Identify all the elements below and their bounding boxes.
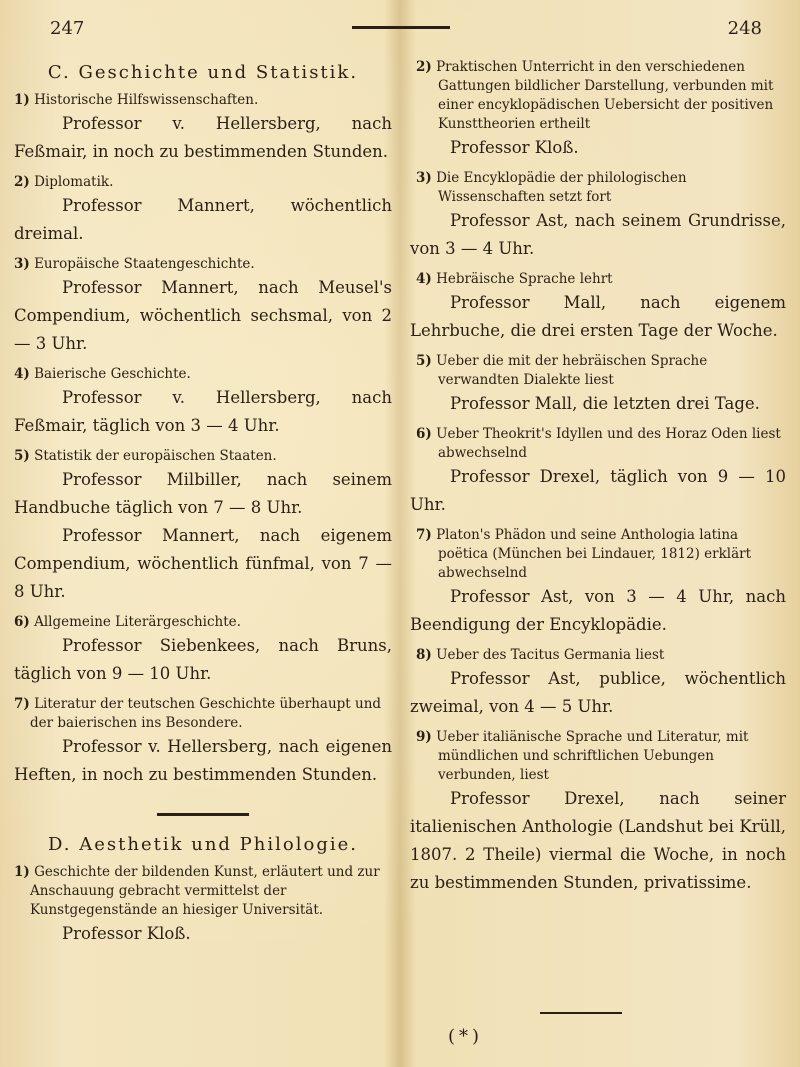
- entry-number: 7): [14, 696, 30, 712]
- course-entry: [14, 447, 392, 606]
- entry-title: Diplomatik.: [34, 174, 114, 190]
- course-entry: [14, 863, 392, 948]
- entry-text: Professor Siebenkees, nach Bruns, täglich von 9 — 10 Uhr.: [14, 636, 392, 683]
- entry-text: Professor v. Hellersberg, nach Feßmair, täglich von 3 — 4 Uhr.: [14, 388, 392, 435]
- entry-title: Historische Hilfswissenschaften.: [34, 92, 259, 108]
- entry-text: Professor Drexel, nach seiner italienischen Anthologie (Landshut bei Krüll, 1807. 2 Theile) viermal die Woche, in noch zu bestimmenden Stunden, privatissime.: [410, 789, 786, 892]
- footer-rule: [540, 1012, 622, 1014]
- entry-text: Professor Drexel, täglich von 9 — 10 Uhr.: [410, 467, 786, 514]
- entry-title: Literatur der teutschen Geschichte überhaupt und der baierischen ins Besondere.: [30, 696, 382, 731]
- entry-title: Ueber italiänische Sprache und Literatur, mit mündlichen und schriftlichen Uebungen verbunden, liest: [436, 729, 749, 783]
- course-entry: [14, 173, 392, 248]
- course-entry: [14, 695, 392, 789]
- entry-number: 2): [14, 174, 30, 190]
- entry-text: Professor v. Hellersberg, nach Feßmair, in noch zu bestimmenden Stunden.: [14, 114, 392, 161]
- entry-number: 1): [14, 864, 30, 880]
- entry-number: 5): [14, 448, 30, 464]
- course-entry: [410, 270, 786, 345]
- entry-title: Geschichte der bildenden Kunst, erläutert und zur Anschauung gebracht vermittelst der Kunstgegenstände an hiesiger Universität.: [30, 864, 380, 918]
- entry-title: Baierische Geschichte.: [34, 366, 191, 382]
- section-divider: [157, 813, 249, 816]
- entry-text: Professor Ast, nach seinem Grundrisse, von 3 — 4 Uhr.: [410, 211, 786, 258]
- entry-title: Praktischen Unterricht in den verschiedenen Gattungen bildlicher Darstellung, verbunden mit einer encyklopädischen Uebersicht der positiven Kunsttheorien ertheilt: [436, 59, 774, 132]
- course-entry: [410, 352, 786, 418]
- signature-mark: (*): [448, 1026, 484, 1047]
- entry-number: 9): [416, 729, 432, 745]
- entry-text: Professor Milbiller, nach seinem Handbuche täglich von 7 — 8 Uhr.: [14, 470, 392, 517]
- entry-number: 3): [14, 256, 30, 272]
- entry-number: 1): [14, 92, 30, 108]
- entry-number: 4): [14, 366, 30, 382]
- course-entry: [410, 425, 786, 519]
- entry-text: Professor Kloß.: [450, 138, 579, 157]
- entry-text: Professor v. Hellersberg, nach eigenen Heften, in noch zu bestimmenden Stunden.: [14, 737, 392, 784]
- entry-text: Professor Mannert, nach Meusel's Compendium, wöchentlich sechsmal, von 2 — 3 Uhr.: [14, 278, 392, 353]
- entry-title: Europäische Staatengeschichte.: [34, 256, 255, 272]
- entry-text: Professor Kloß.: [62, 924, 191, 943]
- entry-title: Die Encyklopädie der philologischen Wissenschaften setzt fort: [436, 170, 687, 205]
- course-entry: [410, 526, 786, 639]
- entry-number: 8): [416, 647, 432, 663]
- entry-number: 7): [416, 527, 432, 543]
- course-entry: [410, 728, 786, 897]
- entry-text: Professor Mannert, wöchentlich dreimal.: [14, 196, 392, 243]
- entry-title: Platon's Phädon und seine Anthologia latina poëtica (München bei Lindauer, 1812) erklärt abwechselnd: [436, 527, 752, 581]
- entry-number: 5): [416, 353, 432, 369]
- entry-number: 3): [416, 170, 432, 186]
- left-page-column: [14, 58, 392, 955]
- entry-text-second: Professor Mannert, nach eigenem Compendium, wöchentlich fünfmal, von 7 — 8 Uhr.: [14, 526, 392, 601]
- header-rule: [352, 26, 450, 29]
- section-heading-c: C. Geschichte und Statistik.: [47, 62, 359, 83]
- entry-title: Allgemeine Literärgeschichte.: [34, 614, 241, 630]
- entry-number: 6): [14, 614, 30, 630]
- page-number-left: 247: [50, 18, 85, 39]
- entry-title: Ueber des Tacitus Germania liest: [436, 647, 665, 663]
- right-page-column: [410, 58, 786, 904]
- entry-title: Ueber die mit der hebräischen Sprache verwandten Dialekte liest: [436, 353, 708, 388]
- course-entry: [14, 365, 392, 440]
- course-entry: [410, 169, 786, 263]
- entry-text: Professor Mall, die letzten drei Tage.: [450, 394, 760, 413]
- page-number-right: 248: [727, 18, 762, 39]
- entry-text: Professor Ast, publice, wöchentlich zweimal, von 4 — 5 Uhr.: [410, 669, 786, 716]
- entry-number: 4): [416, 271, 432, 287]
- course-entry: [410, 58, 786, 162]
- course-entry: [410, 646, 786, 721]
- entry-title: Ueber Theokrit's Idyllen und des Horaz Oden liest abwechselnd: [436, 426, 781, 461]
- entry-text: Professor Ast, von 3 — 4 Uhr, nach Beendigung der Encyklopädie.: [410, 587, 786, 634]
- entry-number: 6): [416, 426, 432, 442]
- course-entry: [14, 255, 392, 358]
- section-heading-d: D. Aesthetik und Philologie.: [48, 834, 358, 855]
- entry-title: Hebräische Sprache lehrt: [436, 271, 613, 287]
- entry-number: 2): [416, 59, 432, 75]
- entry-text: Professor Mall, nach eigenem Lehrbuche, die drei ersten Tage der Woche.: [410, 293, 786, 340]
- entry-title: Statistik der europäischen Staaten.: [34, 448, 277, 464]
- course-entry: [14, 613, 392, 688]
- course-entry: [14, 91, 392, 166]
